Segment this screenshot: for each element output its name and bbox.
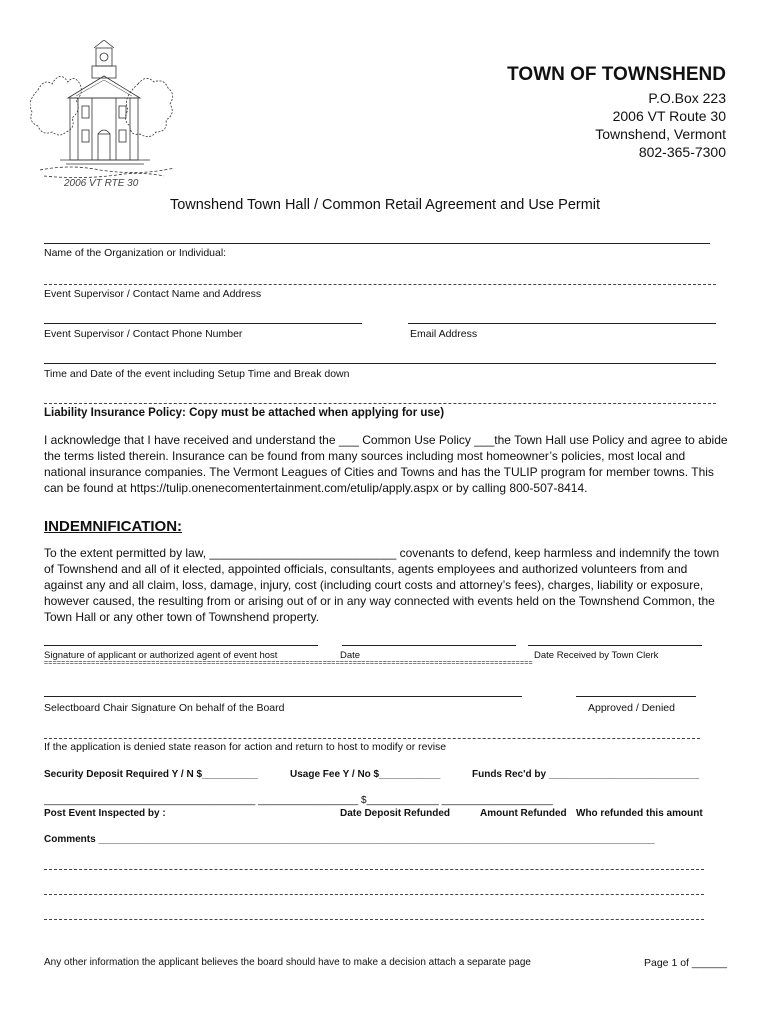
date-label: Date	[340, 650, 361, 661]
insurance-line[interactable]	[44, 403, 716, 404]
date-refunded-label: Date Deposit Refunded	[340, 808, 451, 819]
time-date-line[interactable]	[44, 363, 716, 364]
who-refunded-label: Who refunded this amount	[576, 808, 703, 819]
approved-line[interactable]	[576, 696, 696, 697]
security-deposit-field[interactable]: Security Deposit Required Y / N $__________	[44, 769, 258, 780]
selectboard-signature-line[interactable]	[44, 696, 522, 697]
page-number: Page 1 of ______	[644, 957, 727, 969]
supervisor-address-label: Event Supervisor / Contact Name and Address	[44, 288, 262, 300]
post-event-label: Post Event Inspected by :	[44, 808, 166, 819]
comments-line-2[interactable]	[44, 894, 704, 895]
address-line-street: 2006 VT Route 30	[612, 108, 726, 124]
supervisor-phone-label: Event Supervisor / Contact Phone Number	[44, 328, 243, 340]
email-label: Email Address	[410, 328, 478, 340]
comments-line-1[interactable]	[44, 869, 704, 870]
approved-denied-label: Approved / Denied	[588, 702, 675, 714]
address-line-city: Townshend, Vermont	[595, 126, 726, 142]
comments-line-3[interactable]	[44, 919, 704, 920]
section-separator: ==================================================================================================================	[44, 660, 533, 667]
email-line[interactable]	[408, 323, 716, 324]
applicant-signature-line[interactable]	[44, 645, 318, 646]
town-address	[595, 89, 726, 161]
town-name: TOWN OF TOWNSHEND	[507, 64, 726, 85]
selectboard-label: Selectboard Chair Signature On behalf of the Board	[44, 702, 285, 714]
date-received-line[interactable]	[528, 645, 702, 646]
refund-lines[interactable]: ______________________________________ __________________ $_____________ ____________________	[44, 795, 553, 806]
org-name-line[interactable]	[44, 243, 710, 244]
form-title: Townshend Town Hall / Common Retail Agreement and Use Permit	[169, 197, 601, 213]
denied-reason-label: If the application is denied state reason for action and return to host to modify or revise	[44, 741, 447, 753]
footer-note: Any other information the applicant believes the board should have to make a decision attach a separate page	[44, 957, 531, 968]
supervisor-phone-line[interactable]	[44, 323, 362, 324]
date-received-label: Date Received by Town Clerk	[534, 650, 659, 661]
denied-reason-line[interactable]	[44, 738, 700, 739]
acknowledge-phone-text: or by calling 800-507-8414.	[438, 481, 588, 495]
insurance-label: Liability Insurance Policy: Copy must be attached when applying for use)	[44, 407, 445, 419]
usage-fee-field[interactable]: Usage Fee Y / No $___________	[290, 769, 441, 780]
applicant-signature-label: Signature of applicant or authorized agent of event host	[44, 650, 278, 661]
comments-field[interactable]: Comments ____________________________________________________________________________________________________	[44, 834, 655, 845]
town-hall-logo	[30, 40, 180, 190]
supervisor-address-line[interactable]	[44, 284, 716, 285]
org-name-label: Name of the Organization or Individual:	[44, 247, 227, 259]
indemnification-heading: INDEMNIFICATION:	[44, 518, 183, 535]
address-line-phone: 802-365-7300	[638, 144, 726, 160]
amount-refunded-label: Amount Refunded	[480, 808, 567, 819]
date-line[interactable]	[342, 645, 516, 646]
funds-received-field[interactable]: Funds Rec'd by ___________________________	[472, 769, 699, 780]
address-line-po: P.O.Box 223	[648, 90, 726, 106]
logo-caption: 2006 VT RTE 30	[64, 178, 139, 189]
tulip-link[interactable]: https://tulip.onenecomentertainment.com/etulip/apply.aspx	[130, 481, 439, 495]
acknowledge-paragraph	[44, 432, 728, 496]
town-hall-drawing	[30, 40, 180, 190]
indemnification-paragraph: To the extent permitted by law, ____________________________ covenants to defend, keep harmless and indemnify the town of Townshend and all of it elected, appointed officials, consultants, agents employees and authorized volunteers from and against any and all claim, loss, damage, injury, cost (including court costs and attorney’s fees), charges, liability or exposure, however caused, the resulting from or arising out of or in any way connected with events held on the Townshend Common, the Town Hall or any other town of Townshend property.	[44, 546, 720, 624]
acknowledge-text: I acknowledge that I have received and understand the ___ Common Use Policy ___the Town Hall use Policy and agree to abide the terms listed therein. Insurance can be found from many sources including most homeowner’s policies, most local and national insurance companies. The Vermont Leagues of Cities and Towns and has the TULIP program for member towns. This can be found at	[44, 433, 728, 495]
time-date-label: Time and Date of the event including Setup Time and Break down	[44, 368, 350, 380]
